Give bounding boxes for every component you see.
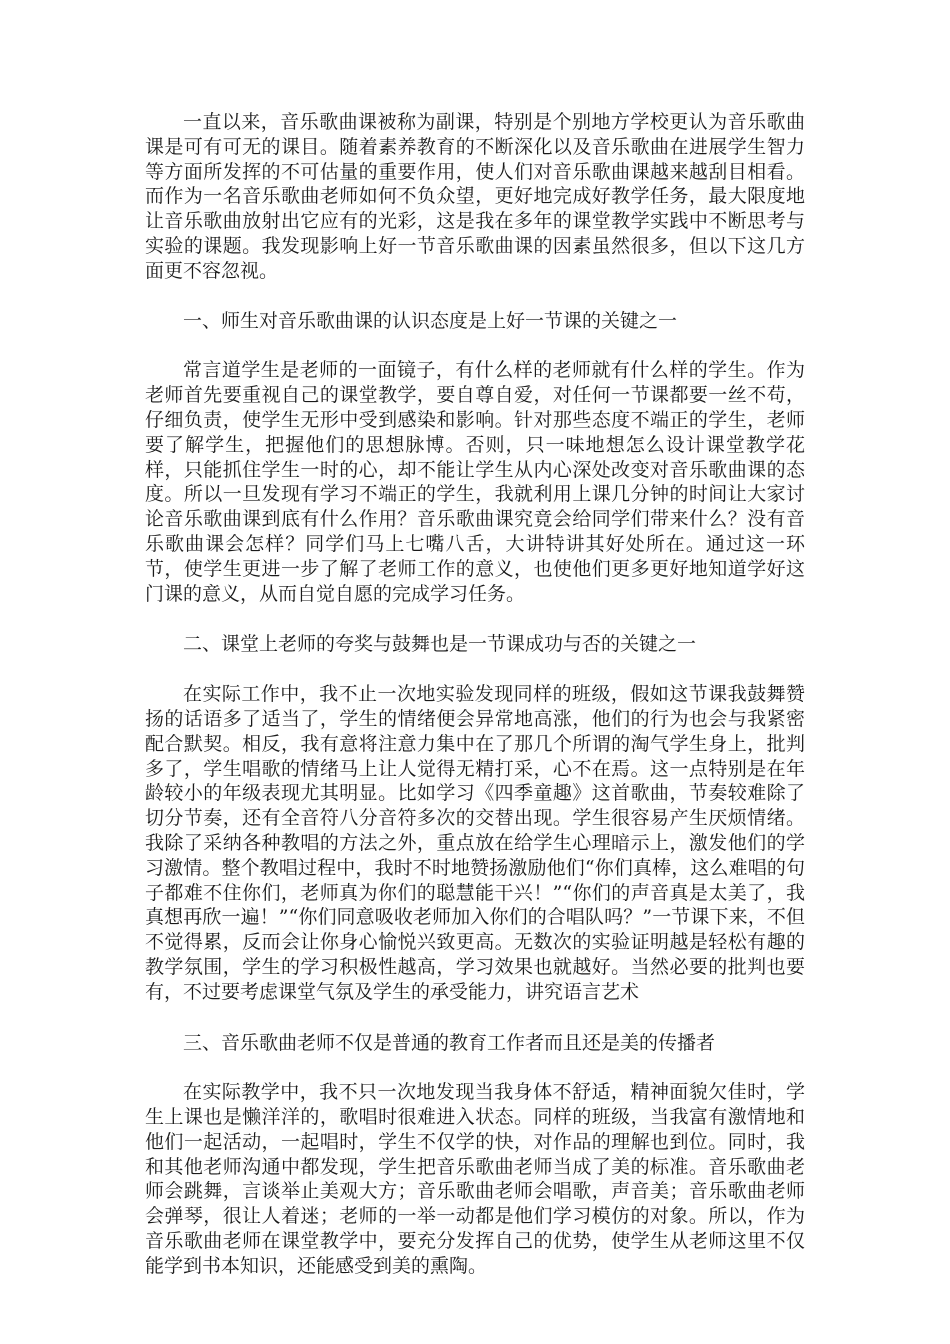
section-2-body: 在实际工作中，我不止一次地实验发现同样的班级，假如这节课我鼓舞赞扬的话语多了适当了，学生的情绪便会异常地高涨，他们的行为也会与我紧密配合默契。相反，我有意将注意力集中在了那几个所谓的淘气学生身上，批判多了，学生唱歌的情绪马上让人觉得无精打采，心不在焉。这一点特别是在年龄较小的年级表现尤其明显。比如学习《四季童趣》这首歌曲，节奏较难除了切分节奏，还有全音符八分音符多次的交替出现。学生很容易产生厌烦情绪。我除了采纳各种教唱的方法之外，重点放在给学生心理暗示上，激发他们的学习激情。整个教唱过程中，我时不时地赞扬激励他们“你们真棒，这么难唱的句子都难不住你们，老师真为你们的聪慧能干兴！”“你们的声音真是太美了，我真想再欣一遍！”“你们同意吸收老师加入你们的合唱队吗？”一节课下来，不但不觉得累，反而会让你身心愉悦兴致更高。无数次的实验证明越是轻松有趣的教学氛围，学生的学习积极性越高，学习效果也就越好。当然必要的批判也要有，不过要考虑课堂气氛及学生的承受能力，讲究语言艺术 [145, 683, 805, 1003]
section-1-heading: 一、师生对音乐歌曲课的认识态度是上好一节课的关键之一 [183, 309, 678, 332]
intro-paragraph: 一直以来，音乐歌曲课被称为副课，特别是个别地方学校更认为音乐歌曲课是可有可无的课目。随着素养教育的不断深化以及音乐歌曲在进展学生智力等方面所发挥的不可估量的重要作用，使人们对音乐歌曲课越来越刮目相看。而作为一名音乐歌曲老师如何不负众望，更好地完成好教学任务，最大限度地让音乐歌曲放射出它应有的光彩，这是我在多年的课堂教学实践中不断思考与实验的课题。我发现影响上好一节音乐歌曲课的因素虽然很多，但以下这几方面更不容忽视。 [145, 111, 805, 282]
section-3-body: 在实际教学中，我不只一次地发现当我身体不舒适，精神面貌欠佳时，学生上课也是懒洋洋的，歌唱时很难进入状态。同样的班级，当我富有激情地和他们一起活动，一起唱时，学生不仅学的快，对作品的理解也到位。同时，我和其他老师沟通中都发现，学生把音乐歌曲老师当成了美的标准。音乐歌曲老师会跳舞，言谈举止美观大方；音乐歌曲老师会唱歌，声音美；音乐歌曲老师会弹琴，很让人着迷；老师的一举一动都是他们学习模仿的对象。所以，作为音乐歌曲老师在课堂教学中，要充分发挥自己的优势，使学生从老师这里不仅能学到书本知识，还能感受到美的熏陶。 [145, 1081, 805, 1277]
document-page [145, 110, 805, 1279]
section-3-heading: 三、音乐歌曲老师不仅是普通的教育工作者而且还是美的传播者 [183, 1031, 716, 1054]
section-1-body: 常言道学生是老师的一面镜子，有什么样的老师就有什么样的学生。作为老师首先要重视自己的课堂教学，要自尊自爱，对任何一节课都要一丝不苟，仔细负责，使学生无形中受到感染和影响。针对那些态度不端正的学生，老师要了解学生，把握他们的思想脉博。否则，只一味地想怎么设计课堂教学花样，只能抓住学生一时的心，却不能让学生从内心深处改变对音乐歌曲课的态度。所以一旦发现有学习不端正的学生，我就利用上课几分钟的时间让大家讨论音乐歌曲课到底有什么作用？音乐歌曲课究竟会给同学们带来什么？没有音乐歌曲课会怎样？同学们马上七嘴八舌，大讲特讲其好处所在。通过这一环节，使学生更进一步了解了老师工作的意义，也使他们更多更好地知道学好这门课的意义，从而自觉自愿的完成学习任务。 [145, 359, 805, 605]
section-2-heading: 二、课堂上老师的夸奖与鼓舞也是一节课成功与否的关键之一 [183, 633, 697, 656]
